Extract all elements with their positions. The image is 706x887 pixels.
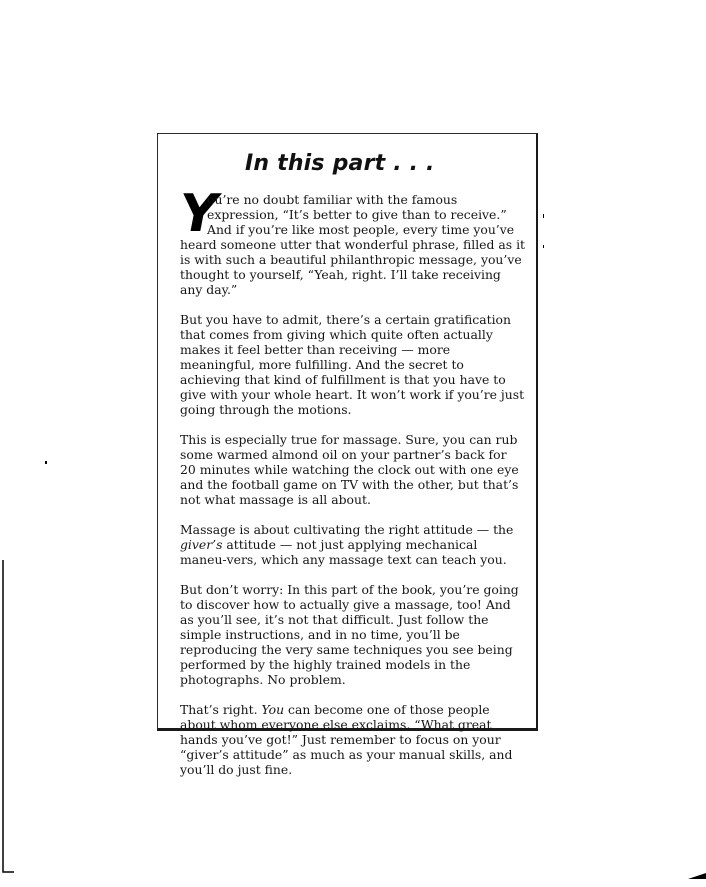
paragraph-1 [180, 184, 526, 297]
paragraph-4-after: attitude — not just applying mechanical maneu-vers, which any massage text can teach you. [180, 537, 507, 567]
intro-text [180, 184, 526, 792]
scan-speck [45, 461, 47, 464]
paragraph-4 [180, 522, 526, 567]
scan-corner-mark [688, 873, 706, 879]
paragraph-6-after: can become one of those people about whom everyone else exclaims, “What great hands you’ve got!” Just remember to focus on your “giver’s attitude” as much as your manual skills, and you’ll do just fine. [180, 702, 513, 777]
paragraph-2: But you have to admit, there’s a certain gratification that comes from giving which quite often actually makes it feel better than receiving — more meaningful, more fulfilling. And the secret to achieving that kind of fulfillment is that you have to give with your whole heart. It won’t work if you’re just going through the motions. [180, 312, 525, 417]
scan-edge-mark [0, 560, 14, 887]
paragraph-1-text: ou’re no doubt familiar with the famous expression, “It’s better to give than to receive.” And if you’re like most people, every time you’ve heard someone utter that wonderful phrase, filled as it is with such a beautiful philanthropic message, you’ve thought to yourself, “Yeah, right. I’ll take receiving any day.” [180, 192, 526, 297]
paragraph-4-emphasis: giver’s [180, 537, 223, 552]
scan-speck [543, 214, 544, 218]
part-heading: In this part . . . [245, 151, 435, 176]
drop-cap: Y [180, 184, 218, 244]
scan-speck [543, 245, 544, 248]
paragraph-5: But don’t worry: In this part of the book, you’re going to discover how to actually give a massage, too! And as you’ll see, it’s not that difficult. Just follow the simple instructions, and in no time, you’ll be reproducing the very same techniques you see being performed by the highly trained models in the photographs. No problem. [180, 582, 519, 687]
paragraph-6 [180, 702, 526, 777]
paragraph-6-before: That’s right. [180, 702, 262, 717]
paragraph-4-before: Massage is about cultivating the right attitude — the [180, 522, 514, 537]
paragraph-3: This is especially true for massage. Sure, you can rub some warmed almond oil on your partner’s back for 20 minutes while watching the clock out with one eye and the football game on TV with the other, but that’s not what massage is all about. [180, 432, 519, 507]
paragraph-6-emphasis: You [261, 702, 285, 717]
